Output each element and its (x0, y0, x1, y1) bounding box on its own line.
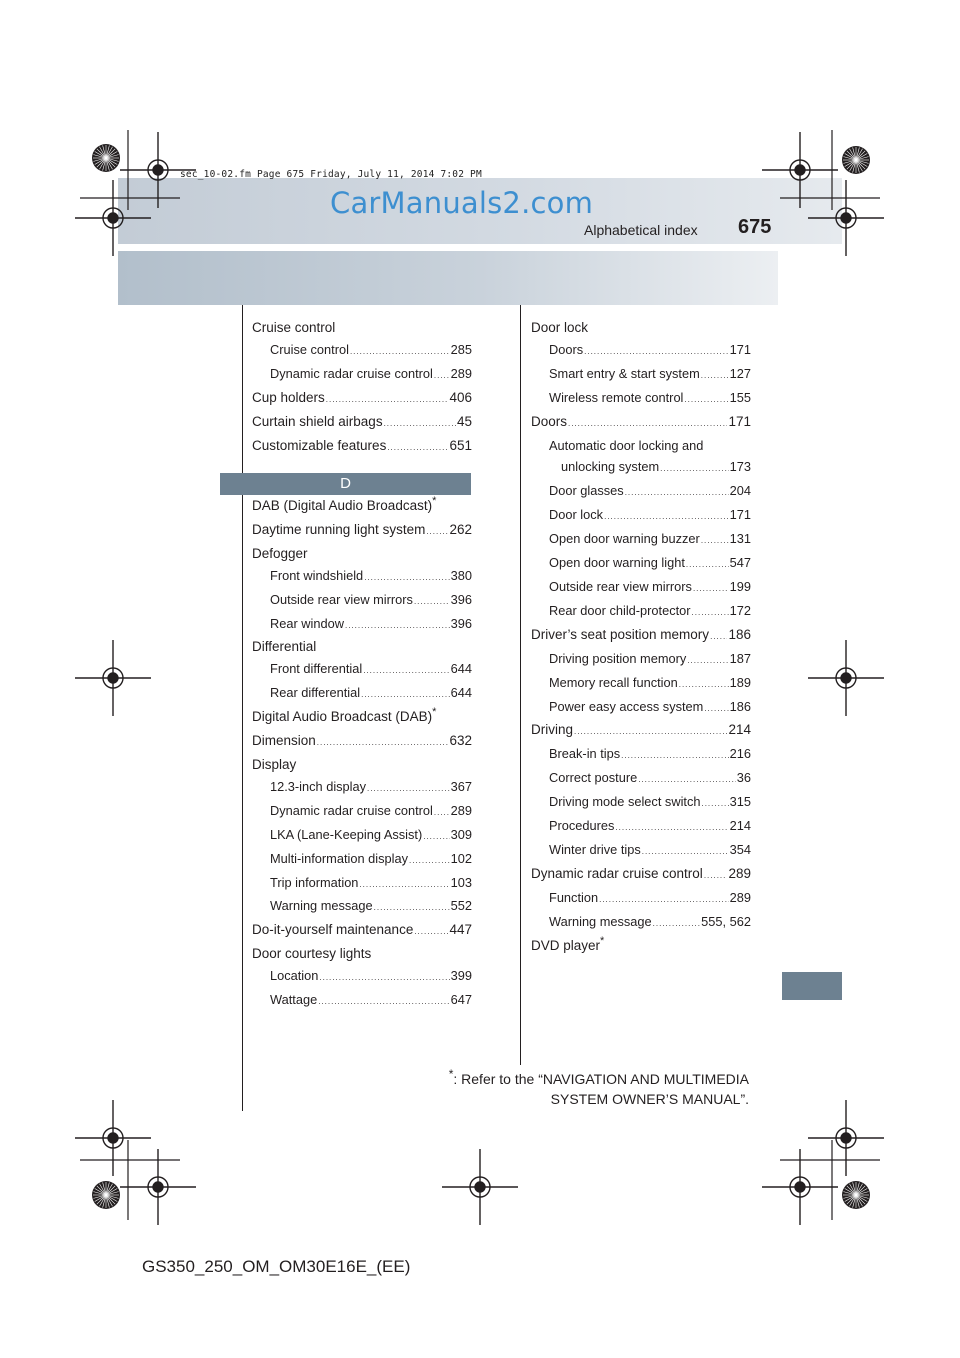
index-entry-page[interactable]: 216 (729, 746, 751, 762)
index-entry-label: Door lock (531, 320, 589, 335)
index-entry-label: Wireless remote control (549, 389, 684, 405)
index-entry-label: Dynamic radar cruise control (531, 865, 703, 881)
index-entry-page[interactable]: 447 (449, 922, 472, 938)
index-entry-label: Front differential (270, 661, 363, 677)
index-entry-label: Digital Audio Broadcast (DAB) (252, 709, 433, 725)
registration-mark-icon (808, 640, 884, 716)
index-entry-page[interactable]: 289 (450, 365, 472, 381)
index-entry-page[interactable]: 651 (449, 437, 472, 453)
index-entry-page[interactable]: 172 (729, 602, 751, 618)
index-entry-label: Wattage (270, 992, 318, 1008)
index-entry-page[interactable]: 644 (450, 685, 472, 701)
starburst-mark-icon (842, 1181, 870, 1209)
starburst-mark-icon (92, 1181, 120, 1209)
index-entry-page[interactable]: 186 (728, 626, 751, 642)
index-entry-label: Correct posture (549, 770, 638, 786)
index-entry-page[interactable]: 289 (450, 802, 472, 818)
index-entry-page[interactable]: 262 (449, 521, 472, 537)
registration-mark-icon (808, 180, 884, 256)
document-code: GS350_250_OM_OM30E16E_(EE) (142, 1257, 411, 1276)
index-entry-page[interactable]: 315 (729, 794, 751, 810)
index-entry-label: Daytime running light system (252, 521, 426, 537)
index-entry-label: Function (549, 889, 599, 905)
registration-mark-icon (808, 1100, 884, 1176)
index-entry-label: Winter drive tips (549, 841, 641, 857)
index-entry-label: Dynamic radar cruise control (270, 365, 433, 381)
index-entry-page[interactable]: 214 (728, 722, 751, 738)
index-entry-page[interactable]: 367 (450, 778, 472, 794)
page-number: 675 (738, 216, 772, 238)
index-entry-label: Driving (531, 722, 574, 738)
index-entry-label: Warning message (549, 913, 652, 929)
index-entry-page[interactable]: 632 (449, 733, 472, 749)
index-entry-label: Door courtesy lights (252, 946, 372, 962)
index-entry-label: Rear window (270, 615, 344, 631)
index-entry-label: Rear differential (270, 685, 361, 701)
index-entry-page[interactable]: 552 (450, 898, 472, 914)
index-entry-page[interactable]: 204 (729, 483, 751, 499)
registration-mark-icon (75, 1100, 151, 1176)
index-entry-page[interactable]: 644 (450, 661, 472, 677)
registration-mark-icon (120, 132, 196, 208)
index-entry-label: DAB (Digital Audio Broadcast) (252, 498, 433, 513)
index-entry-page[interactable]: 186 (729, 698, 751, 714)
index-entry-label: 12.3-inch display (270, 778, 367, 794)
registration-mark-icon (75, 180, 151, 256)
index-entry-label: Driving position memory (549, 650, 687, 666)
index-entry-label: Dynamic radar cruise control (270, 802, 433, 818)
index-entry-page[interactable]: 171 (729, 507, 751, 523)
index-entry-label: Multi-information display (270, 850, 408, 866)
index-entry-label: Open door warning buzzer (549, 531, 700, 547)
index-entry-page[interactable]: 127 (729, 365, 751, 381)
index-entry-page[interactable]: 396 (450, 615, 472, 631)
index-entry-page[interactable]: 189 (729, 674, 751, 690)
index-entry-label: Curtain shield airbags (252, 413, 383, 429)
index-entry-label: Trip information (270, 874, 359, 890)
index-entry-label: LKA (Lane-Keeping Assist) (270, 826, 423, 842)
index-entry-label: Door glasses (549, 483, 624, 499)
index-entry-page[interactable]: 214 (729, 818, 751, 834)
index-entry-label: Driving mode select switch (549, 794, 701, 810)
index-entry-page[interactable]: 45 (456, 413, 472, 429)
footnote-line2: SYSTEM OWNER’S MANUAL”. (550, 1091, 749, 1107)
index-entry-label: Doors (531, 413, 568, 429)
registration-mark-icon (75, 640, 151, 716)
index-entry-label: Location (270, 968, 319, 984)
index-entry-label: Power easy access system (549, 698, 704, 714)
index-entry-page[interactable]: 647 (450, 992, 472, 1008)
index-entry-page[interactable]: 406 (449, 389, 472, 405)
index-entry-page[interactable]: 187 (729, 650, 751, 666)
starburst-mark-icon (842, 146, 870, 174)
index-entry-label: Outside rear view mirrors (549, 578, 692, 594)
section-heading-d: D (220, 473, 471, 495)
index-entry-page[interactable]: 103 (450, 874, 472, 890)
index-entry-label: Dimension (252, 733, 316, 749)
index-entry-page[interactable]: 36 (736, 770, 751, 786)
index-entry-page[interactable]: 285 (450, 341, 472, 357)
index-entry-label: Differential (252, 639, 317, 655)
index-entry-page[interactable]: 289 (729, 889, 751, 905)
index-entry-page[interactable]: 171 (729, 341, 751, 357)
index-entry-page[interactable]: 399 (450, 968, 472, 984)
watermark[interactable]: CarManuals2.com (330, 186, 594, 220)
index-entry-label: Cruise control (252, 320, 336, 335)
index-entry-page[interactable]: 102 (450, 850, 472, 866)
index-entry-label: Open door warning light (549, 555, 685, 571)
index-entry-label: Warning message (270, 898, 373, 914)
index-entry-label: Procedures (549, 818, 615, 834)
index-entry-page[interactable]: 380 (450, 567, 472, 583)
index-entry-label: Doors (549, 341, 584, 357)
index-entry-label: Display (252, 756, 297, 772)
index-entry-label: Customizable features (252, 437, 387, 453)
index-entry-label: Automatic door locking and (549, 437, 704, 453)
index-entry-page[interactable]: 199 (729, 578, 751, 594)
asterisk-note: * (600, 934, 605, 947)
index-entry-page[interactable]: 173 (729, 459, 751, 475)
index-entry-label: Rear door child-protector (549, 602, 691, 618)
registration-mark-icon (442, 1149, 518, 1225)
index-entry-label: Defogger (252, 545, 308, 561)
index-entry-label: DVD player (531, 937, 601, 953)
index-entry-page[interactable]: 309 (450, 826, 472, 842)
index-entry-page[interactable]: 354 (729, 841, 751, 857)
index-entry-label: Break-in tips (549, 746, 621, 762)
starburst-mark-icon (92, 144, 120, 172)
index-entry-label: Door lock (549, 507, 604, 523)
index-entry-label: Cup holders (252, 389, 325, 405)
index-entry-label: Cruise control (270, 341, 349, 357)
index-entry-label: Driver’s seat position memory (531, 626, 710, 642)
registration-mark-icon (762, 132, 838, 208)
index-entry-label: Memory recall function (549, 674, 678, 690)
index-entry-label: unlocking system (561, 459, 660, 475)
asterisk-note: * (432, 495, 437, 507)
index-entry-label: Outside rear view mirrors (270, 591, 413, 607)
index-entry-label: Smart entry & start system (549, 365, 700, 381)
index-entry-page[interactable]: 547 (729, 555, 751, 571)
index-entry-page[interactable]: 155 (729, 389, 751, 405)
index-entry-page[interactable]: 289 (728, 865, 751, 881)
index-entry-label: Front windshield (270, 567, 364, 583)
index-entry-page[interactable]: 555, 562 (701, 913, 751, 929)
index-entry-label: Do-it-yourself maintenance (252, 922, 414, 938)
section-title: Alphabetical index (584, 222, 698, 238)
index-entry-page[interactable]: 131 (729, 531, 751, 547)
footnote-asterisk: * (448, 1067, 454, 1081)
asterisk-note: * (432, 706, 437, 719)
file-info: sec_10-02.fm Page 675 Friday, July 11, 2014 7:02 PM (180, 169, 482, 180)
footnote-line1: : Refer to the “NAVIGATION AND MULTIMEDIA (453, 1071, 749, 1087)
index-entry-page[interactable]: 171 (728, 413, 751, 429)
index-entry-page[interactable]: 396 (450, 591, 472, 607)
